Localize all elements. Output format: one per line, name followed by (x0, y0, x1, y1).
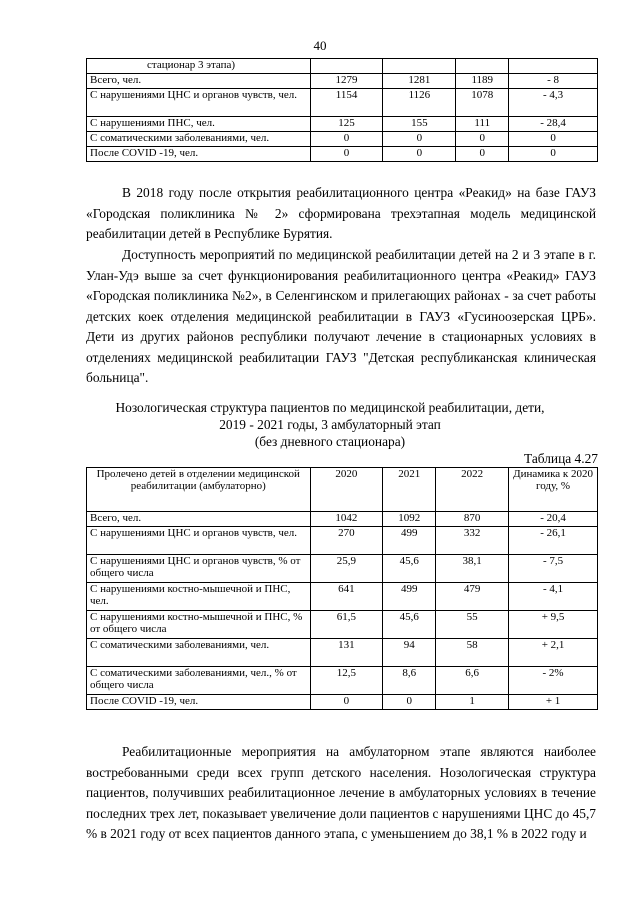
cell-2020: 1042 (310, 512, 383, 527)
cell-dynamics: - 7,5 (509, 555, 598, 583)
header-row (87, 468, 598, 512)
cell-dynamics: - 20,4 (509, 512, 598, 527)
table-caption (60, 399, 600, 450)
cell-2020: 0 (310, 695, 383, 710)
cell-2021: 1126 (383, 89, 456, 117)
cell-2020: 61,5 (310, 611, 383, 639)
header-2022: 2022 (436, 468, 509, 512)
cell-dynamics: 0 (509, 132, 598, 147)
cell-dynamics: + 9,5 (509, 611, 598, 639)
row-label: С нарушениями костно-мышечной и ПНС, чел. (87, 583, 311, 611)
row-label: С нарушениями ПНС, чел. (87, 117, 311, 132)
cell-2020: 270 (310, 527, 383, 555)
cell-2021: 0 (383, 147, 456, 162)
cell-2022: 1078 (456, 89, 509, 117)
cell-2021: 0 (383, 695, 436, 710)
cell-dynamics: 0 (509, 147, 598, 162)
table-number: Таблица 4.27 (523, 451, 598, 466)
caption-line-3: (без дневного стационара) (254, 434, 406, 449)
cell-dynamics: + 1 (509, 695, 598, 710)
table-main (86, 467, 598, 710)
cell-2020: 1154 (310, 89, 383, 117)
cell-2021: 499 (383, 527, 436, 555)
paragraph-3: Реабилитационные мероприятия на амбулаторном этапе являются наиболее востребованными среди всех групп детского населения. Нозологическая структура пациентов, получивших реабилитационное лечение в амбулаторных условиях в течение последних трех лет, показывает увеличение доли пациентов с нарушениями ЦНС до 45,7 % в 2021 году от всех пациентов данного этапа, с уменьшением до 38,1 % в 2022 году и (86, 744, 596, 841)
cell-2022 (456, 59, 509, 74)
page-number: 40 (313, 38, 327, 53)
cell-2020: 25,9 (310, 555, 383, 583)
cell-2022: 1189 (456, 74, 509, 89)
cell-2022: 0 (456, 132, 509, 147)
header-2020: 2020 (310, 468, 383, 512)
header-dynamics: Динамика к 2020 году, % (509, 468, 598, 512)
cell-2022: 332 (436, 527, 509, 555)
cell-2022: 6,6 (436, 667, 509, 695)
cell-2021: 0 (383, 132, 456, 147)
caption-line-1: Нозологическая структура пациентов по медицинской реабилитации, дети, (115, 400, 545, 415)
cell-2021: 1281 (383, 74, 456, 89)
row-label: С нарушениями ЦНС и органов чувств, % от общего числа (87, 555, 311, 583)
cell-2022: 38,1 (436, 555, 509, 583)
row-label: С соматическими заболеваниями, чел. (87, 639, 311, 667)
row-label: После COVID -19, чел. (87, 147, 311, 162)
cell-2021: 45,6 (383, 611, 436, 639)
cell-2021: 1092 (383, 512, 436, 527)
cell-dynamics: - 2% (509, 667, 598, 695)
row-label: С нарушениями ЦНС и органов чувств, чел. (87, 527, 311, 555)
cell-2021: 94 (383, 639, 436, 667)
cell-dynamics: - 8 (509, 74, 598, 89)
cell-2020: 0 (310, 132, 383, 147)
caption-line-2: 2019 - 2021 годы, 3 амбулаторный этап (219, 417, 441, 432)
table-row (87, 555, 598, 583)
table-main-header (87, 468, 598, 512)
table-row (87, 639, 598, 667)
table-row (87, 74, 598, 89)
cell-2020: 131 (310, 639, 383, 667)
header-label: Пролечено детей в отделении медицинской реабилитации (амбулаторно) (87, 468, 311, 512)
table-top (86, 58, 598, 162)
cell-2022: 479 (436, 583, 509, 611)
table-row (87, 117, 598, 132)
cell-dynamics: - 28,4 (509, 117, 598, 132)
row-label: С соматическими заболеваниями, чел., % от общего числа (87, 667, 311, 695)
paragraph-2: Доступность мероприятий по медицинской реабилитации детей на 2 и 3 этапе в г. Улан-Удэ выше за счет функционирования реабилитационного центра «Реакид» ГАУЗ «Городская поликлиника №2», в Селенгинском и прилегающих районах - за счет работы детских коек отделения медицинской реабилитации в ГАУЗ «Гусиноозерская ЦРБ». Дети из других районов республики получают лечение в стационарных условиях в отделениях медицинской реабилитации ГАУЗ "Детская республиканская клиническая больница". (86, 247, 596, 385)
table-row (87, 611, 598, 639)
cell-2020: 12,5 (310, 667, 383, 695)
cell-2020: 125 (310, 117, 383, 132)
table-top-body (87, 59, 598, 162)
row-label: С нарушениями костно-мышечной и ПНС, % от общего числа (87, 611, 311, 639)
cell-2022: 58 (436, 639, 509, 667)
table-row (87, 695, 598, 710)
cell-dynamics: - 4,1 (509, 583, 598, 611)
cell-2020: 641 (310, 583, 383, 611)
table-row (87, 512, 598, 527)
cell-2020 (310, 59, 383, 74)
cell-2021: 45,6 (383, 555, 436, 583)
cell-2021: 155 (383, 117, 456, 132)
table-row (87, 147, 598, 162)
table-row (87, 667, 598, 695)
table-row (87, 583, 598, 611)
cell-2022: 1 (436, 695, 509, 710)
table-row (87, 132, 598, 147)
paragraph-1: В 2018 году после открытия реабилитационного центра «Реакид» на базе ГАУЗ «Городская поликлиника № 2» сформирована трехэтапная модель медицинской реабилитации детей в Республике Бурятия. (86, 185, 596, 241)
table-row (87, 89, 598, 117)
row-label: стационар 3 этапа) (87, 59, 311, 74)
table-row (87, 527, 598, 555)
row-label: С соматическими заболеваниями, чел. (87, 132, 311, 147)
cell-dynamics (509, 59, 598, 74)
cell-2022: 55 (436, 611, 509, 639)
table-main-body (87, 512, 598, 710)
header-2021: 2021 (383, 468, 436, 512)
cell-2022: 0 (456, 147, 509, 162)
cell-2020: 0 (310, 147, 383, 162)
table-row (87, 59, 598, 74)
cell-2021: 8,6 (383, 667, 436, 695)
cell-2021 (383, 59, 456, 74)
row-label: Всего, чел. (87, 74, 311, 89)
cell-2020: 1279 (310, 74, 383, 89)
cell-dynamics: - 4,3 (509, 89, 598, 117)
row-label: Всего, чел. (87, 512, 311, 527)
cell-dynamics: - 26,1 (509, 527, 598, 555)
cell-2022: 111 (456, 117, 509, 132)
cell-2021: 499 (383, 583, 436, 611)
row-label: После COVID -19, чел. (87, 695, 311, 710)
cell-dynamics: + 2,1 (509, 639, 598, 667)
row-label: С нарушениями ЦНС и органов чувств, чел. (87, 89, 311, 117)
cell-2022: 870 (436, 512, 509, 527)
